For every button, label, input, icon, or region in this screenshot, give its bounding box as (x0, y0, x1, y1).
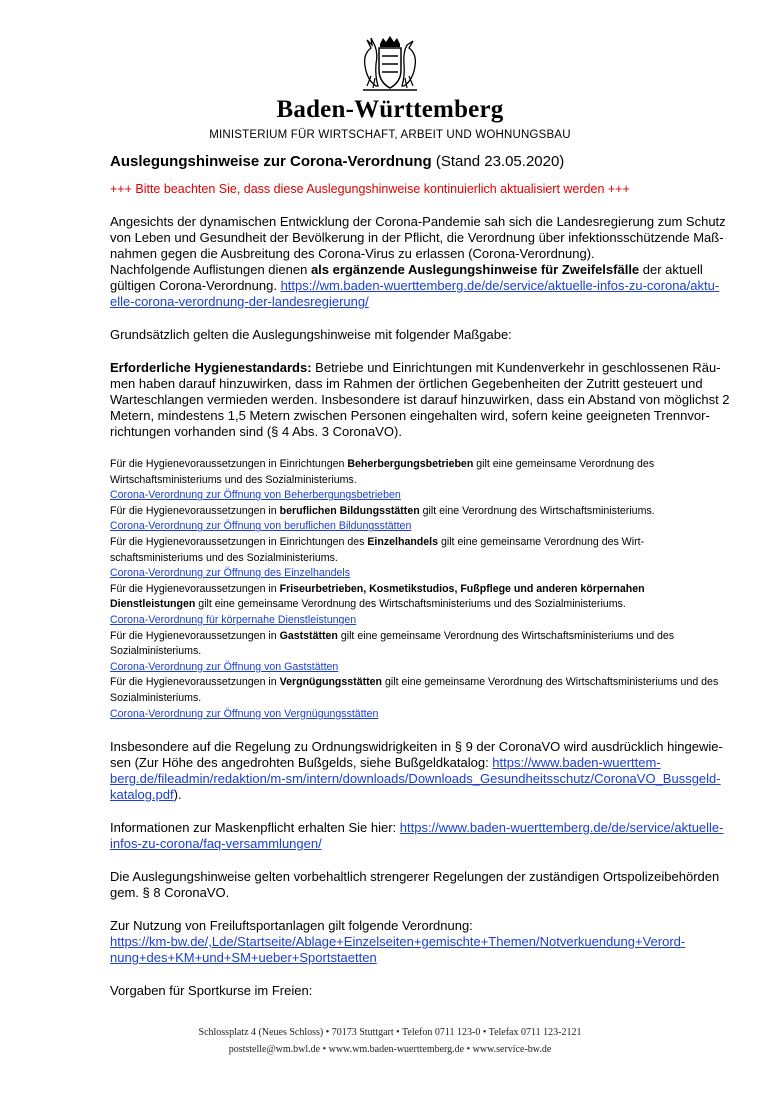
regulations-list (110, 457, 732, 722)
intro-emphasis: als ergänzende Auslegungshinweise für Zweifelsfälle (310, 262, 640, 277)
sports-paragraph: Zur Nutzung von Freiluftsportanlagen gilt folgende Verordnung: https://km-bw.de/,Lde/Startseite/Ablage+Einzelseiten+gemischte+Themen/Notverkuendung+Verordnung+des+KM+und+SM+ueber+Sportstaetten (110, 918, 686, 966)
ministry-name: MINISTERIUM FÜR WIRTSCHAFT, ARBEIT UND WOHNUNGSBAU (209, 129, 571, 141)
fines-paragraph: Insbesondere auf die Regelung zu Ordnungswidrigkeiten in § 9 der CoronaVO wird ausdrücklich hingewiesen (Zur Höhe des angedrohten Bußgelds, siehe Bußgeldkatalog: https://www.baden-wuerttemberg.de/fileadmin/redaktion/m-sm/intern/downloads/Downloads_Gesundheitsschutz/CoronaVO_Bussgeldkatalog.pdf). (110, 739, 723, 803)
hygiene-paragraph: Erforderliche Hygienestandards: Betriebe und Einrichtungen mit Kundenverkehr in geschlossenen Räumen haben darauf hinzuwirken, dass im Rahmen der örtlichen Gegebenheiten der Zutritt gesteuert und Warteschlangen vermieden werden. Insbesondere ist darauf hinzuwirken, dass ein Abstand von möglichst 2 Metern, mindestens 1,5 Metern zwischen Personen eingehalten wird, sofern keine geeigneten Trennvorrichtungen vorhanden sind (§ 4 Abs. 3 CoronaVO). (110, 360, 730, 439)
sports-regulation-link[interactable]: https://km-bw.de/,Lde/Startseite/Ablage+Einzelseiten+gemischte+Themen/Notverkuendung+Verordnung+des+KM+und+SM+ueber+Sportstaetten (110, 934, 686, 966)
regulation-link-einzelhandel[interactable]: Corona-Verordnung zur Öffnung des Einzelhandels (110, 567, 351, 580)
regulation-item: Für die Hygienevoraussetzungen in beruflichen Bildungsstätten gilt eine Verordnung des Wirtschaftsministeriums. Corona-Verordnung zur Öffnung von beruflichen Bildungsstätten (110, 504, 655, 533)
footer-address: Schlossplatz 4 (Neues Schloss) • 70173 Stuttgart • Telefon 0711 123-0 • Telefax 0711 123-2121 (198, 1027, 582, 1038)
masks-faq-link[interactable]: https://www.baden-wuerttemberg.de/de/service/aktuelle-infos-zu-corona/faq-versammlungen/ (110, 820, 724, 852)
regulation-item: Für die Hygienevoraussetzungen in Gaststätten gilt eine gemeinsame Verordnung des Wirtschaftsministeriums und des Sozialministeriums. Corona-Verordnung zur Öffnung von Gaststätten (110, 629, 675, 673)
regulation-link-dienstleistungen[interactable]: Corona-Verordnung für körpernahe Dienstleistungen (110, 613, 357, 626)
coat-of-arms-icon (345, 36, 435, 94)
update-warning: +++ Bitte beachten Sie, dass diese Auslegungshinweise kontinuierlich aktualisiert werden +++ (110, 182, 630, 196)
intro-paragraph: Angesichts der dynamischen Entwicklung der Corona-Pandemie sah sich die Landesregierung zum Schutz von Leben und Gesundheit der Bevölkerung in der Pflicht, die Verordnung über infektionsschützende Maßnahmen gegen die Ausbreitung des Corona-Virus zu erlassen (Corona-Verordnung). Nachfolgende Auflistungen dienen als ergänzende Auslegungshinweise für Zweifelsfälle der aktuell gültigen Corona-Verordnung. https://wm.baden-wuerttemberg.de/de/service/aktuelle-infos-zu-corona/aktuelle-corona-verordnung-der-landesregierung/ (110, 214, 726, 309)
title-main: Auslegungshinweise zur Corona-Verordnung (110, 153, 432, 170)
letterhead (0, 36, 780, 141)
document-body (110, 152, 732, 999)
regulation-link-gaststaetten[interactable]: Corona-Verordnung zur Öffnung von Gaststätten (110, 660, 339, 673)
regulation-link-vergnuegungsstaetten[interactable]: Corona-Verordnung zur Öffnung von Vergnügungsstätten (110, 707, 379, 720)
masks-paragraph: Informationen zur Maskenpflicht erhalten Sie hier: https://www.baden-wuerttemberg.de/de/service/aktuelle-infos-zu-corona/faq-versammlungen/ (110, 820, 724, 852)
footer-contacts: poststelle@wm.bwl.de • www.wm.baden-wuerttemberg.de • www.service-bw.de (228, 1044, 552, 1055)
fines-catalog-link[interactable]: https://www.baden-wuerttemberg.de/fileadmin/redaktion/m-sm/intern/downloads/Downloads_Gesundheitsschutz/CoronaVO_Bussgeldkatalog.pdf (110, 755, 721, 803)
regulation-link-beherbergung[interactable]: Corona-Verordnung zur Öffnung von Beherbergungsbetrieben (110, 489, 401, 502)
hygiene-label: Erforderliche Hygienestandards: (110, 360, 312, 375)
regulation-item: Für die Hygienevoraussetzungen in Friseurbetrieben, Kosmetikstudios, Fußpflege und anderen körpernahen Dienstleistungen gilt eine gemeinsame Verordnung des Wirtschaftsministeriums und des Sozialministeriums. Corona-Verordnung für körpernahe Dienstleistungen (110, 582, 645, 626)
regulation-item: Für die Hygienevoraussetzungen in Einrichtungen des Einzelhandels gilt eine gemeinsame Verordnung des Wirtschaftsministeriums und des Sozialministeriums. Corona-Verordnung zur Öffnung des Einzelhandels (110, 535, 645, 580)
regulation-item: Für die Hygienevoraussetzungen in Einrichtungen Beherbergungsbetrieben gilt eine gemeinsame Verordnung des Wirtschaftsministeriums und des Sozialministeriums. Corona-Verordnung zur Öffnung von Beherbergungsbetrieben (110, 458, 655, 502)
regulation-item: Für die Hygienevoraussetzungen in Vergnügungsstätten gilt eine gemeinsame Verordnung des Wirtschaftsministeriums und des Sozialministeriums. Corona-Verordnung zur Öffnung von Vergnügungsstätten (110, 676, 719, 720)
document-title (110, 152, 732, 171)
basis-paragraph: Grundsätzlich gelten die Auslegungshinweise mit folgender Maßgabe: (110, 327, 512, 342)
title-stand-date: (Stand 23.05.2020) (435, 153, 565, 170)
regulation-link-bildungsstaetten[interactable]: Corona-Verordnung zur Öffnung von beruflichen Bildungsstätten (110, 520, 412, 533)
corona-regulation-link[interactable]: https://wm.baden-wuerttemberg.de/de/service/aktuelle-infos-zu-corona/aktuelle-corona-verordnung-der-landesregierung/ (110, 278, 720, 309)
state-name: Baden-Württemberg (276, 96, 504, 123)
police-paragraph: Die Auslegungshinweise gelten vorbehaltlich strengerer Regelungen der zuständigen Ortspolizeibehörden gem. § 8 CoronaVO. (110, 869, 720, 901)
courses-paragraph: Vorgaben für Sportkurse im Freien: (110, 983, 313, 999)
intro-text: Angesichts der dynamischen Entwicklung der Corona-Pandemie sah sich die Landesregierung zum Schutz von Leben und Gesundheit der Bevölkerung in der Pflicht, die Verordnung über infektionsschützende Maßnahmen gegen die Ausbreitung des Corona-Virus zu erlassen (Corona-Verordnung). (110, 214, 726, 261)
